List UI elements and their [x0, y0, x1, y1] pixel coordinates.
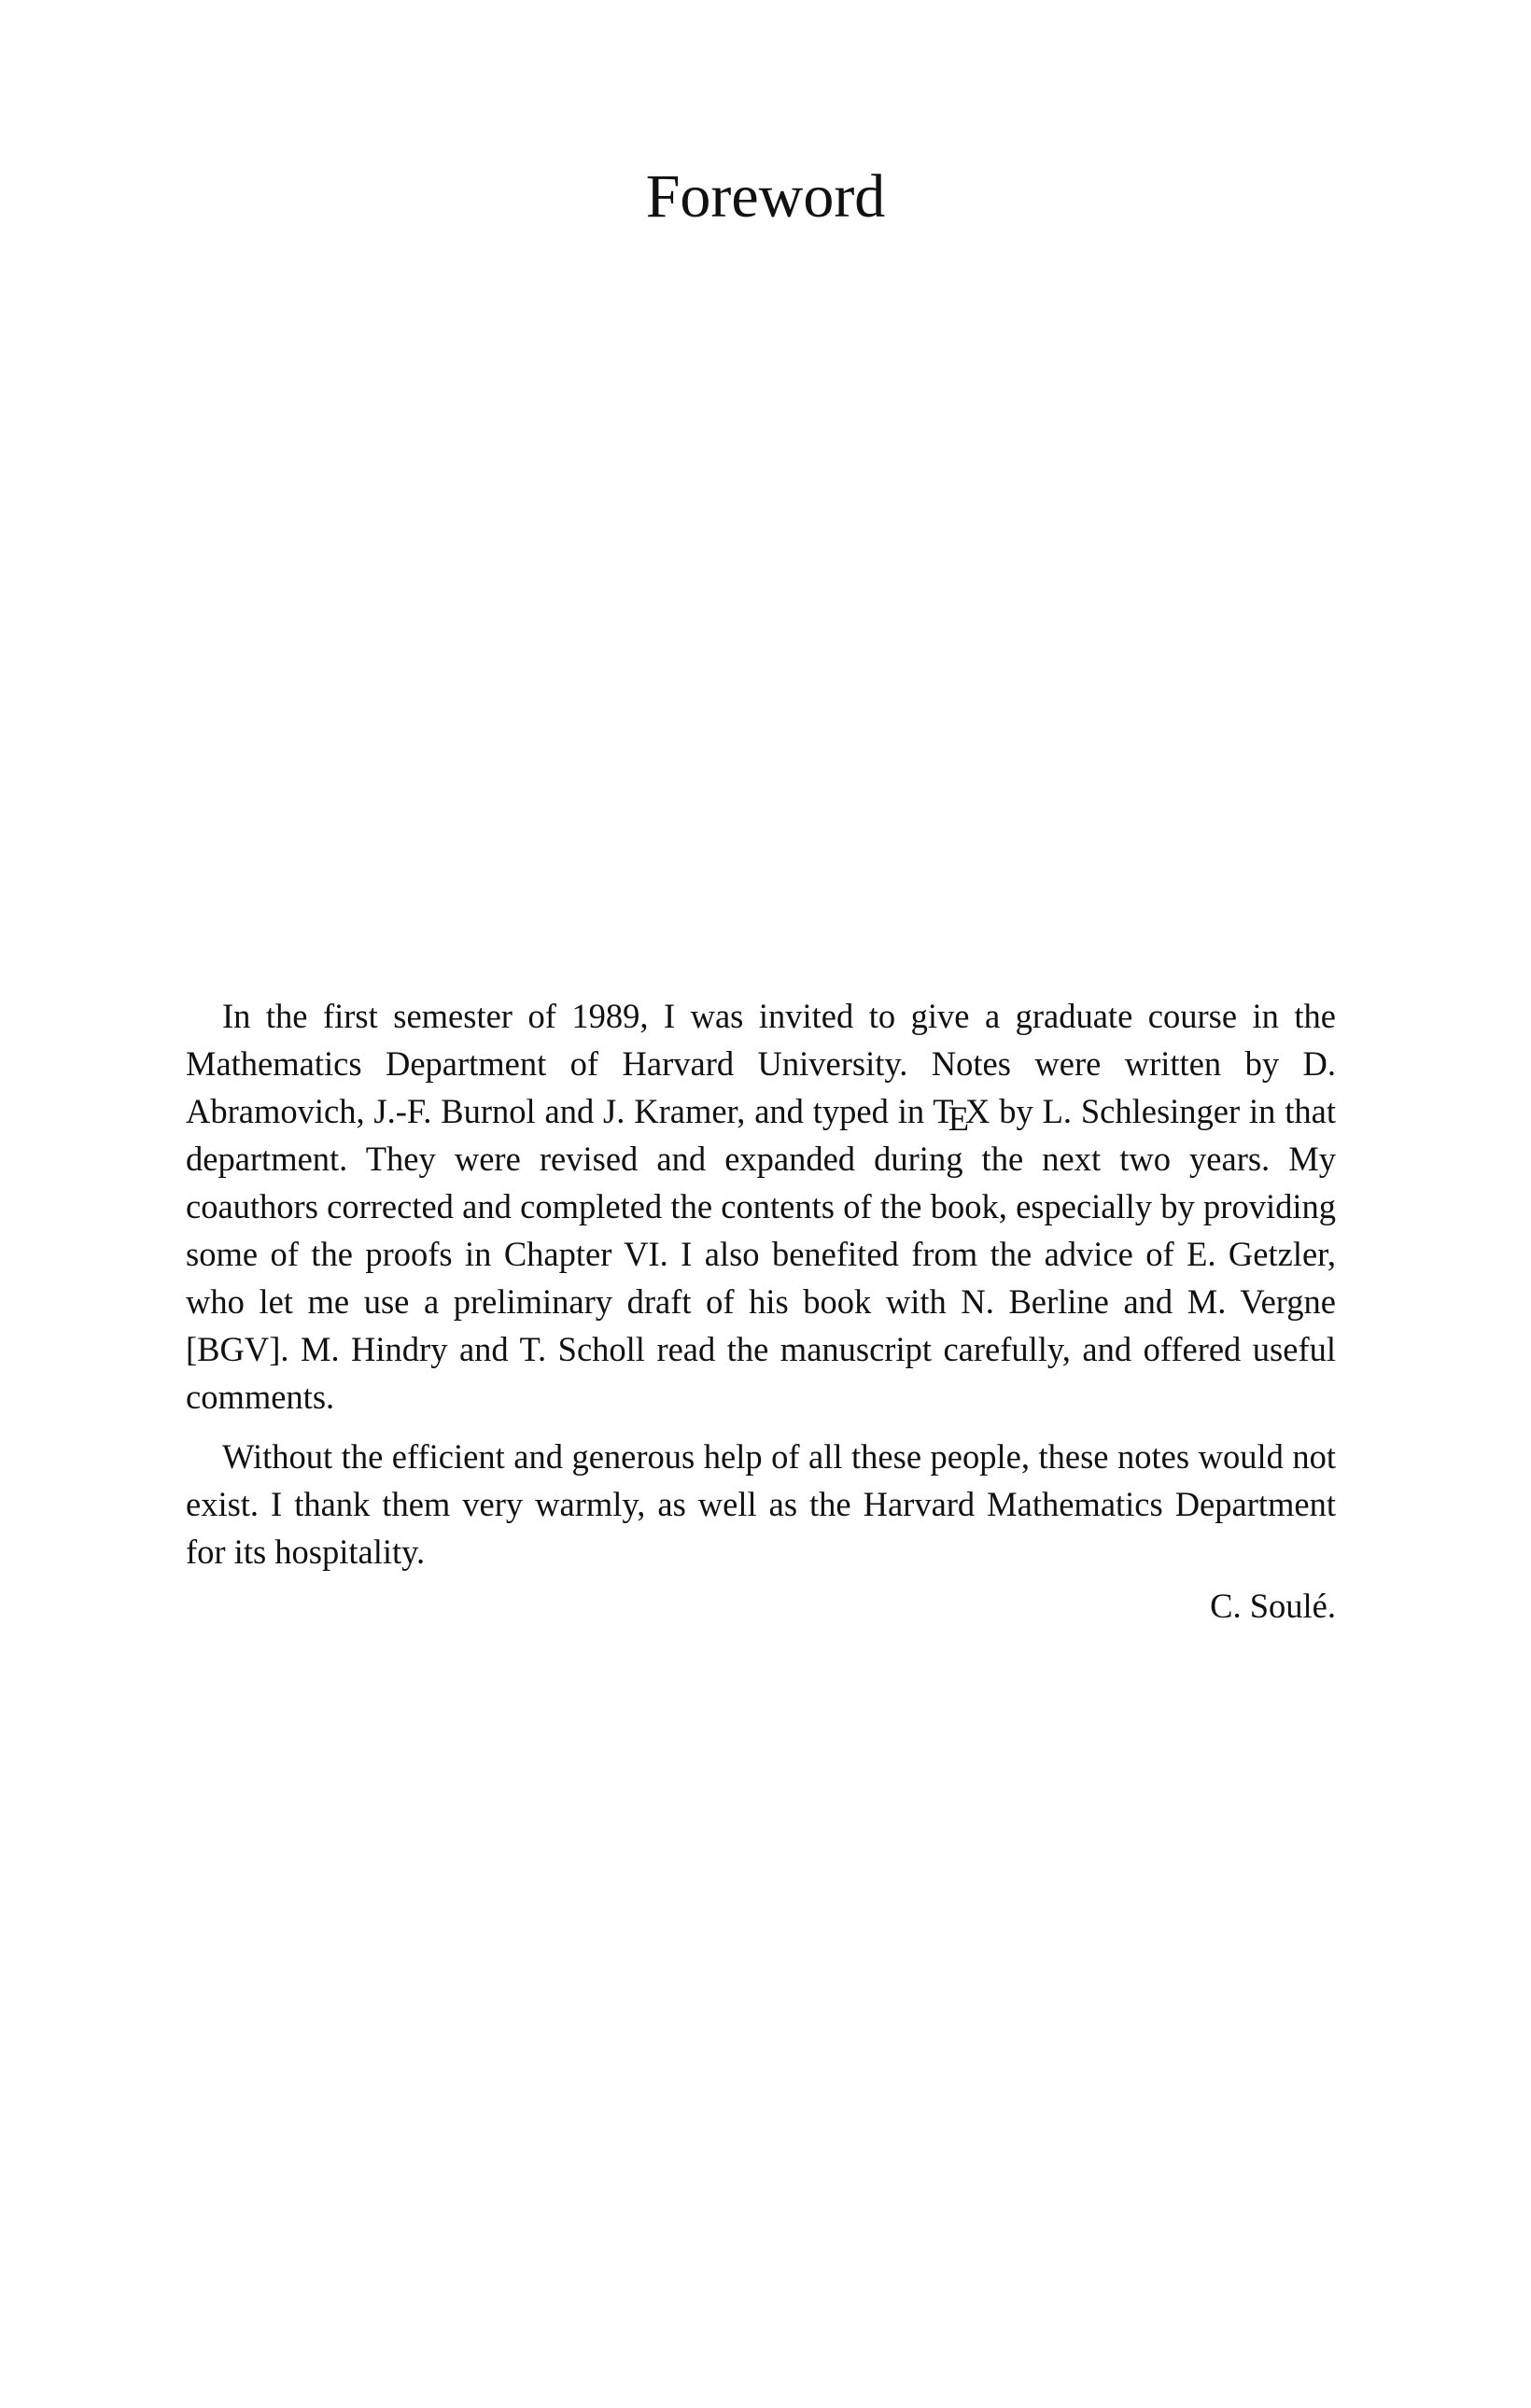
foreword-body [186, 992, 1336, 1588]
paragraph-1-text-end: by L. Schlesinger in that department. They were revised and expanded during the next two years. My coauthors corrected and completed the contents of the book, especially by providing some of the proofs in Chapter VI. I also benefited from the advice of E. Getzler, who let me use a preliminary draft of his book with N. Berline and M. Vergne [BGV]. M. Hindry and T. Scholl read the manuscript carefully, and offered useful comments. [186, 1092, 1336, 1416]
paragraph-1 [186, 992, 1336, 1421]
page-title: Foreword [645, 162, 886, 231]
paragraph-2: Without the efficient and generous help of all these people, these notes would not exist. I thank them very warmly, as well as the Harvard Mathematics Department for its hospitality. [186, 1437, 1336, 1571]
tex-logo [933, 1092, 990, 1139]
tex-logo-e: E [948, 1099, 970, 1139]
author-signature: C. Soulé. [1210, 1587, 1336, 1625]
paragraph-1-text-start: In the first semester of 1989, I was invited to give a graduate course in the Mathematics Department of Harvard University. Notes were written by D. Abramovich, J.-F. Burnol and J. Kramer, and typed in [186, 997, 1336, 1130]
tex-logo-t: T [933, 1092, 954, 1130]
tex-logo-x: X [965, 1092, 990, 1130]
